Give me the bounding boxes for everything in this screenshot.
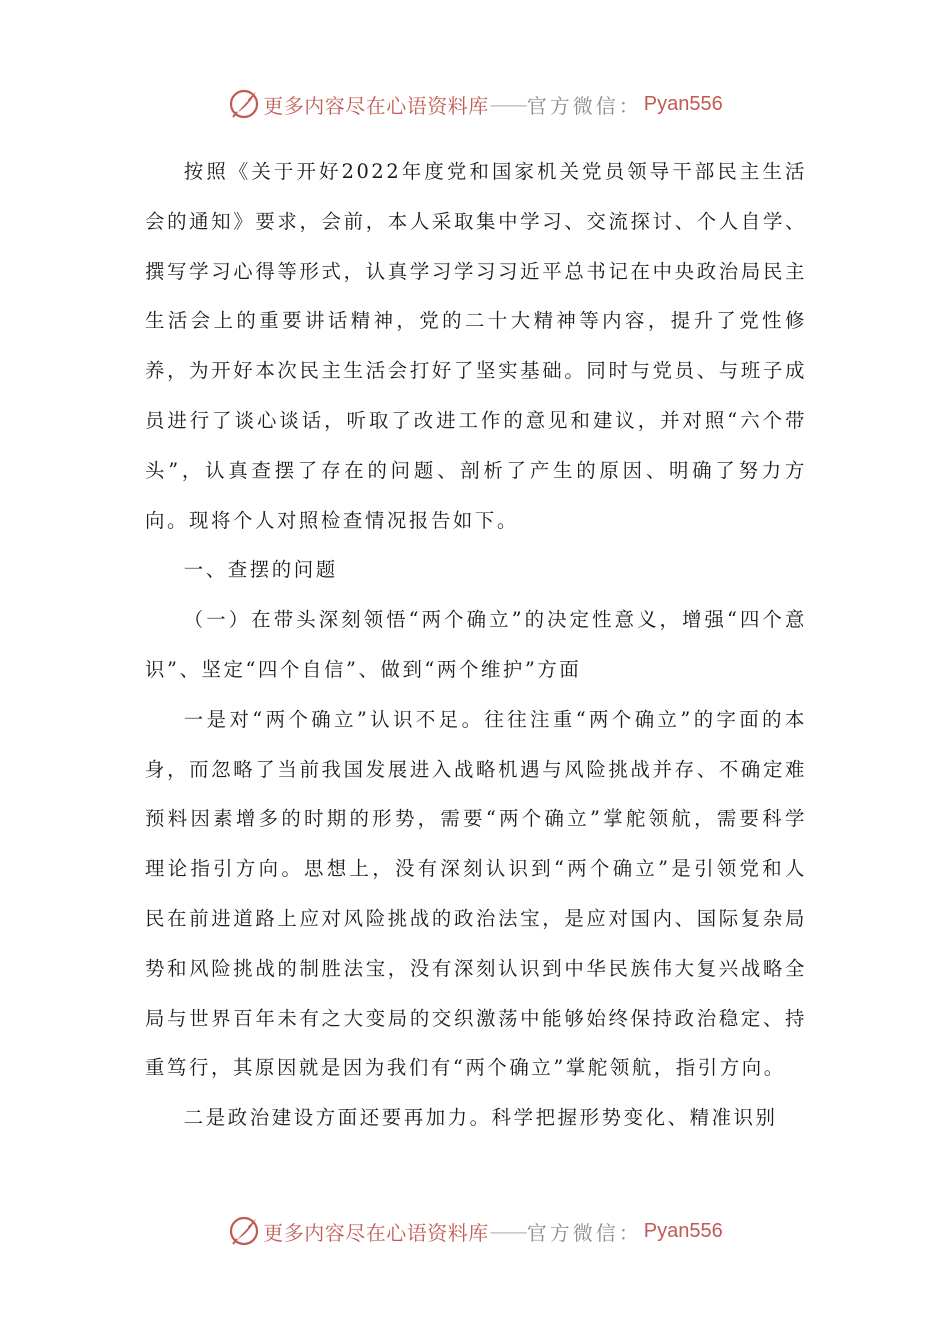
watermark-label: 官方微信： bbox=[526, 93, 642, 118]
quill-seal-icon bbox=[227, 87, 261, 121]
watermark-brand: 更多内容尽在心语资料库 bbox=[263, 1220, 489, 1245]
quill-seal-icon bbox=[227, 1214, 261, 1248]
section-heading: 一、查摆的问题 bbox=[183, 558, 338, 582]
watermark-brand: 更多内容尽在心语资料库 bbox=[263, 93, 489, 118]
watermark-wechat-id: Pyan556 bbox=[643, 1219, 723, 1242]
document-body bbox=[145, 147, 807, 1143]
watermark-label: 官方微信： bbox=[526, 1220, 642, 1245]
header-watermark bbox=[0, 84, 950, 124]
watermark-dash: —— bbox=[489, 92, 526, 116]
subsection-heading: （一）在带头深刻领悟“两个确立”的决定性意义，增强“四个意识”、坚定“四个自信”、做到“两个维护”方面 bbox=[145, 608, 807, 681]
intro-paragraph: 按照《关于开好2022年度党和国家机关党员领导干部民主生活会的通知》要求，会前，本人采取集中学习、交流探讨、个人自学、撰写学习心得等形式，认真学习学习习近平总书记在中央政治局民主生活会上的重要讲话精神，党的二十大精神等内容，提升了党性修养，为开好本次民主生活会打好了坚实基础。同时与党员、与班子成员进行了谈心谈话，听取了改进工作的意见和建议，并对照“六个带头”，认真查摆了存在的问题、剖析了产生的原因、明确了努力方向。现将个人对照检查情况报告如下。 bbox=[145, 160, 807, 532]
point-one-paragraph: 一是对“两个确立”认识不足。往往注重“两个确立”的字面的本身，而忽略了当前我国发展进入战略机遇与风险挑战并存、不确定难预料因素增多的时期的形势，需要“两个确立”掌舵领航，需要科学理论指引方向。思想上，没有深刻认识到“两个确立”是引领党和人民在前进道路上应对风险挑战的政治法宝，是应对国内、国际复杂局势和风险挑战的制胜法宝，没有深刻认识到中华民族伟大复兴战略全局与世界百年未有之大变局的交织激荡中能够始终保持政治稳定、持重笃行，其原因就是因为我们有“两个确立”掌舵领航，指引方向。 bbox=[145, 707, 807, 1080]
watermark-wechat-id: Pyan556 bbox=[643, 92, 723, 115]
watermark-dash: —— bbox=[489, 1219, 526, 1243]
footer-watermark bbox=[0, 1211, 950, 1251]
point-two-paragraph: 二是政治建设方面还要再加力。科学把握形势变化、精准识别 bbox=[183, 1106, 778, 1130]
